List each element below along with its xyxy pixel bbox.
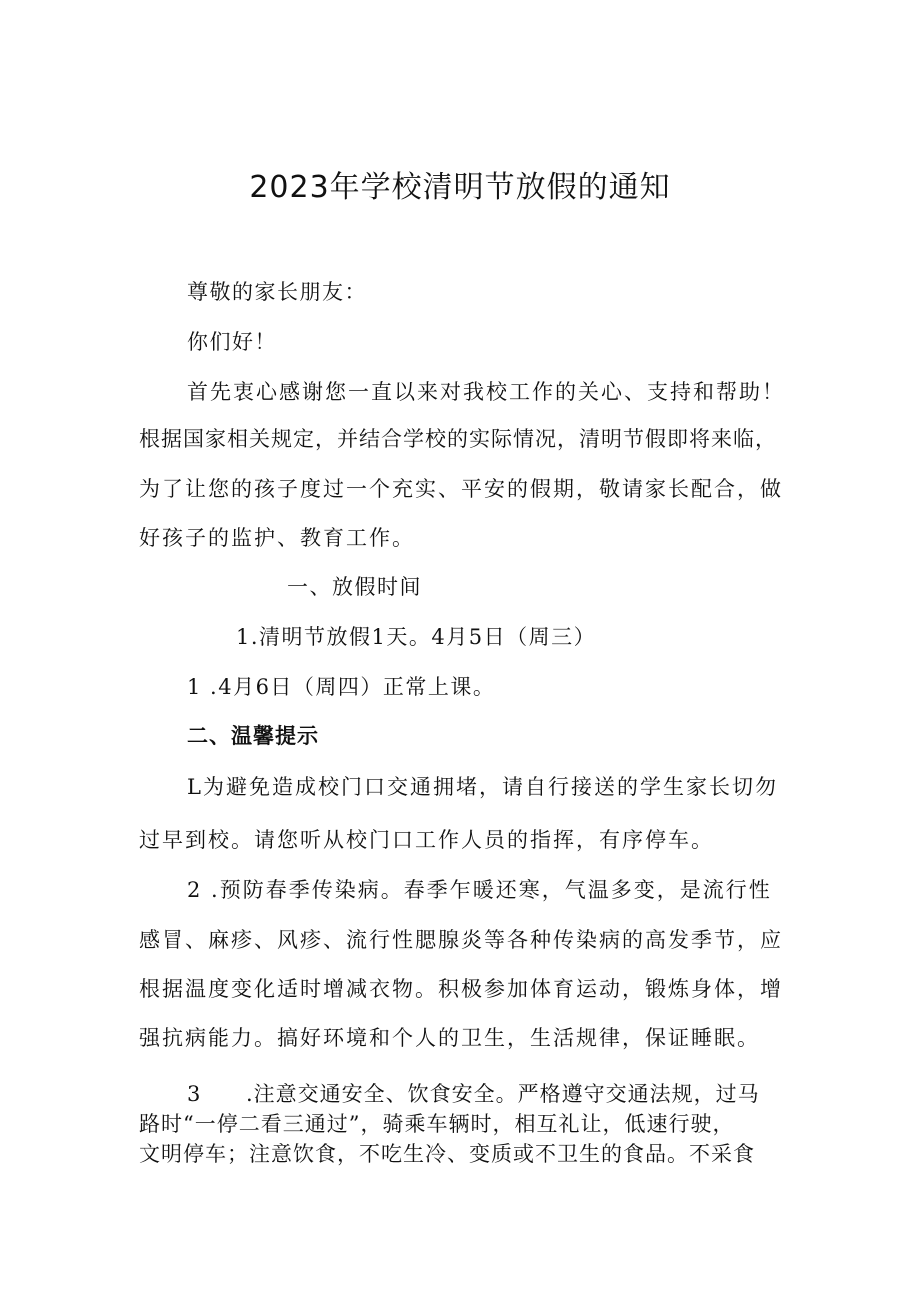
intro-line-2: 根据国家相关规定，并结合学校的实际情况，清明节假即将来临， (139, 427, 777, 451)
tip3-number: 3 (187, 1082, 202, 1106)
tip2-line-4: 强抗病能力。搞好环境和个人的卫生，生活规律，保证睡眠。 (139, 1026, 760, 1050)
tip2-line-3: 根据温度变化适时增减衣物。积极参加体育运动，锻炼身体，增 (139, 977, 783, 1001)
intro-line-1: 首先衷心感谢您一直以来对我校工作的关心、支持和帮助！ (187, 380, 785, 404)
tip3-line-2: 路时“一停二看三通过”，骑乘车辆时，相互礼让，低速行驶， (139, 1112, 735, 1136)
tip3-line-1: .注意交通安全、饮食安全。严格遵守交通法规，过马 (246, 1082, 760, 1106)
tip3-line-3: 文明停车；注意饮食，不吃生冷、变质或不卫生的食品。不采食 (139, 1142, 755, 1166)
hello: 你们好！ (187, 330, 277, 354)
greeting: 尊敬的家长朋友： (187, 280, 367, 304)
tip1-line-2: 过早到校。请您听从校门口工作人员的指挥，有序停车。 (139, 828, 714, 852)
section1-item-1: 1.清明节放假1天。4月5日（周三） (236, 625, 597, 649)
tip2-line-2: 感冒、麻疹、风疹、流行性腮腺炎等各种传染病的高发季节，应 (139, 928, 783, 952)
tip1-line-1: L为避免造成校门口交通拥堵，请自行接送的学生家长切勿 (187, 775, 778, 799)
document-title: 2023年学校清明节放假的通知 (249, 170, 671, 205)
section2-heading: 二、温馨提示 (187, 724, 319, 748)
intro-line-3: 为了让您的孩子度过一个充实、平安的假期，敬请家长配合，做 (139, 477, 783, 501)
intro-line-4: 好孩子的监护、教育工作。 (139, 526, 415, 550)
tip2-line-1: 2 .预防春季传染病。春季乍暖还寒，气温多变，是流行性 (187, 878, 772, 902)
section1-item-2: 1 .4月6日（周四）正常上课。 (187, 675, 496, 699)
section1-heading: 一、放假时间 (287, 575, 422, 599)
